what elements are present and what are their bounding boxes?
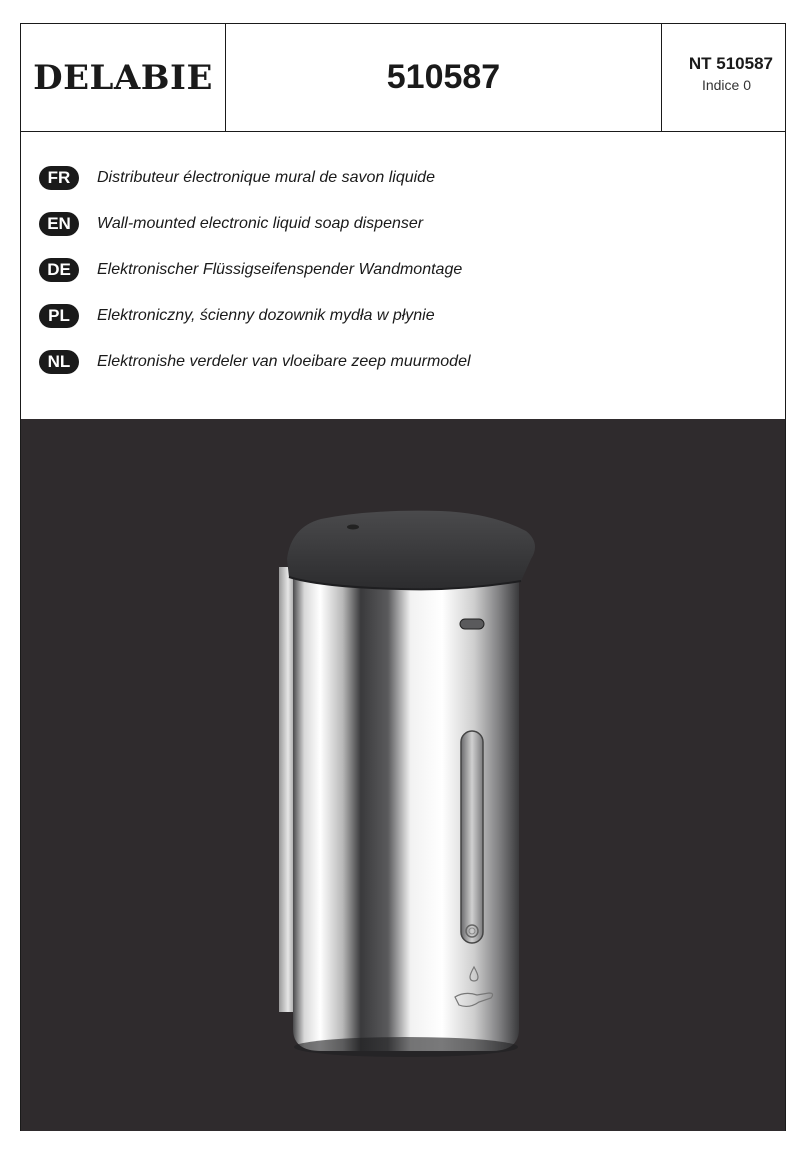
lang-title-de: Elektronischer Flüssigseifenspender Wandmontage bbox=[97, 261, 463, 278]
soap-dispenser-illustration bbox=[21, 419, 784, 1131]
product-photo bbox=[21, 419, 785, 1131]
model-cell bbox=[226, 24, 662, 131]
language-titles bbox=[21, 131, 785, 419]
lang-badge-nl: NL bbox=[39, 350, 79, 374]
model-number: 510587 bbox=[386, 58, 501, 96]
lang-badge-de: DE bbox=[39, 258, 79, 282]
lang-row-nl bbox=[39, 349, 471, 375]
level-window bbox=[461, 731, 483, 943]
brand-logo: DELABIE bbox=[33, 57, 213, 98]
lang-title-nl: Elektronishe verdeler van vloeibare zeep muurmodel bbox=[97, 353, 471, 370]
lang-title-en: Wall-mounted electronic liquid soap dispenser bbox=[97, 215, 424, 232]
dispenser-body bbox=[293, 569, 519, 1051]
document-index: Indice 0 bbox=[701, 77, 751, 93]
lang-badge-pl: PL bbox=[39, 304, 79, 328]
brand-cell bbox=[21, 24, 226, 131]
lang-row-en bbox=[39, 211, 423, 237]
lang-title-pl: Elektroniczny, ścienny dozownik mydła w płynie bbox=[97, 307, 435, 324]
lang-badge-fr: FR bbox=[39, 166, 79, 190]
document-code: NT 510587 bbox=[688, 54, 773, 73]
document-cell bbox=[662, 24, 785, 131]
lang-row-de bbox=[39, 257, 462, 283]
dispenser-lid bbox=[287, 511, 535, 590]
lang-badge-en: EN bbox=[39, 212, 79, 236]
lang-row-fr bbox=[39, 165, 435, 191]
lang-row-pl bbox=[39, 303, 435, 329]
status-led bbox=[460, 619, 484, 629]
cover-sheet bbox=[20, 23, 786, 1131]
header-table bbox=[21, 24, 785, 132]
lang-title-fr: Distributeur électronique mural de savon liquide bbox=[97, 169, 435, 186]
